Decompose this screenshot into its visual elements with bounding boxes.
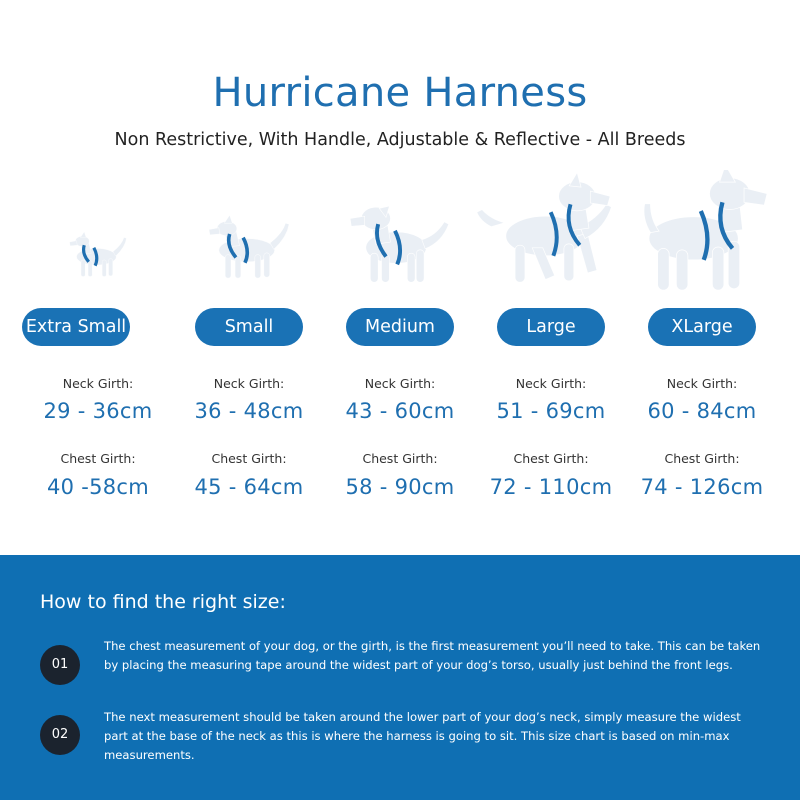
neck-girth-value: 36 - 48cm [194,399,304,423]
chest-girth-value: 45 - 64cm [194,475,304,499]
chest-girth-value: 72 - 110cm [489,475,613,499]
neck-girth-value: 29 - 36cm [43,399,153,423]
chest-girth-value: 58 - 90cm [345,475,455,499]
chest-girth-label: Chest Girth: [211,451,287,466]
chest-girth-label: Chest Girth: [362,451,438,466]
size-column-xlarge [627,170,777,510]
neck-girth-value: 60 - 84cm [647,399,757,423]
page-subtitle: Non Restrictive, With Handle, Adjustable & Reflective - All Breeds [114,130,686,150]
size-button-xlarge[interactable]: XLarge [648,308,756,346]
size-button-large[interactable]: Large [497,308,605,346]
extra-small-dog-silhouette-icon [23,170,173,290]
step-instruction-text: The chest measurement of your dog, or the girth, is the first measurement you’ll need to take. This can be taken by placing the measuring tape around the widest part of your dog’s torso, usually just behind the front legs. [104,639,761,672]
step-number-badge: 02 [40,715,80,755]
step-instruction-text: The next measurement should be taken around the lower part of your dog’s neck, simply measure the widest part at the base of the neck as this is where the harness is going to sit. This size chart is based on min-max measurements. [104,710,741,762]
neck-girth-label: Neck Girth: [62,376,134,391]
chest-girth-label: Chest Girth: [513,451,589,466]
size-button-extra-small[interactable]: Extra Small [22,308,130,346]
size-column-small [174,170,324,510]
page-title: Hurricane Harness [212,70,588,116]
chest-girth-value: 40 -58cm [46,475,150,499]
step-number-badge: 01 [40,645,80,685]
large-dog-silhouette-icon [476,170,626,290]
small-dog-silhouette-icon [174,170,324,290]
size-button-medium[interactable]: Medium [346,308,454,346]
sizing-guide-section [0,555,800,800]
sizing-guide-title: How to find the right size: [40,591,286,613]
chest-girth-label: Chest Girth: [664,451,740,466]
chest-girth-label: Chest Girth: [60,451,136,466]
neck-girth-label: Neck Girth: [364,376,436,391]
neck-girth-label: Neck Girth: [213,376,285,391]
chest-girth-value: 74 - 126cm [640,475,764,499]
neck-girth-value: 43 - 60cm [345,399,455,423]
neck-girth-label: Neck Girth: [666,376,738,391]
medium-dog-silhouette-icon [325,170,475,290]
size-column-large [476,170,626,510]
neck-girth-label: Neck Girth: [515,376,587,391]
neck-girth-value: 51 - 69cm [496,399,606,423]
xlarge-dog-silhouette-icon [627,170,777,290]
size-column-medium [325,170,475,510]
size-column-extra-small [23,170,173,510]
size-button-small[interactable]: Small [195,308,303,346]
